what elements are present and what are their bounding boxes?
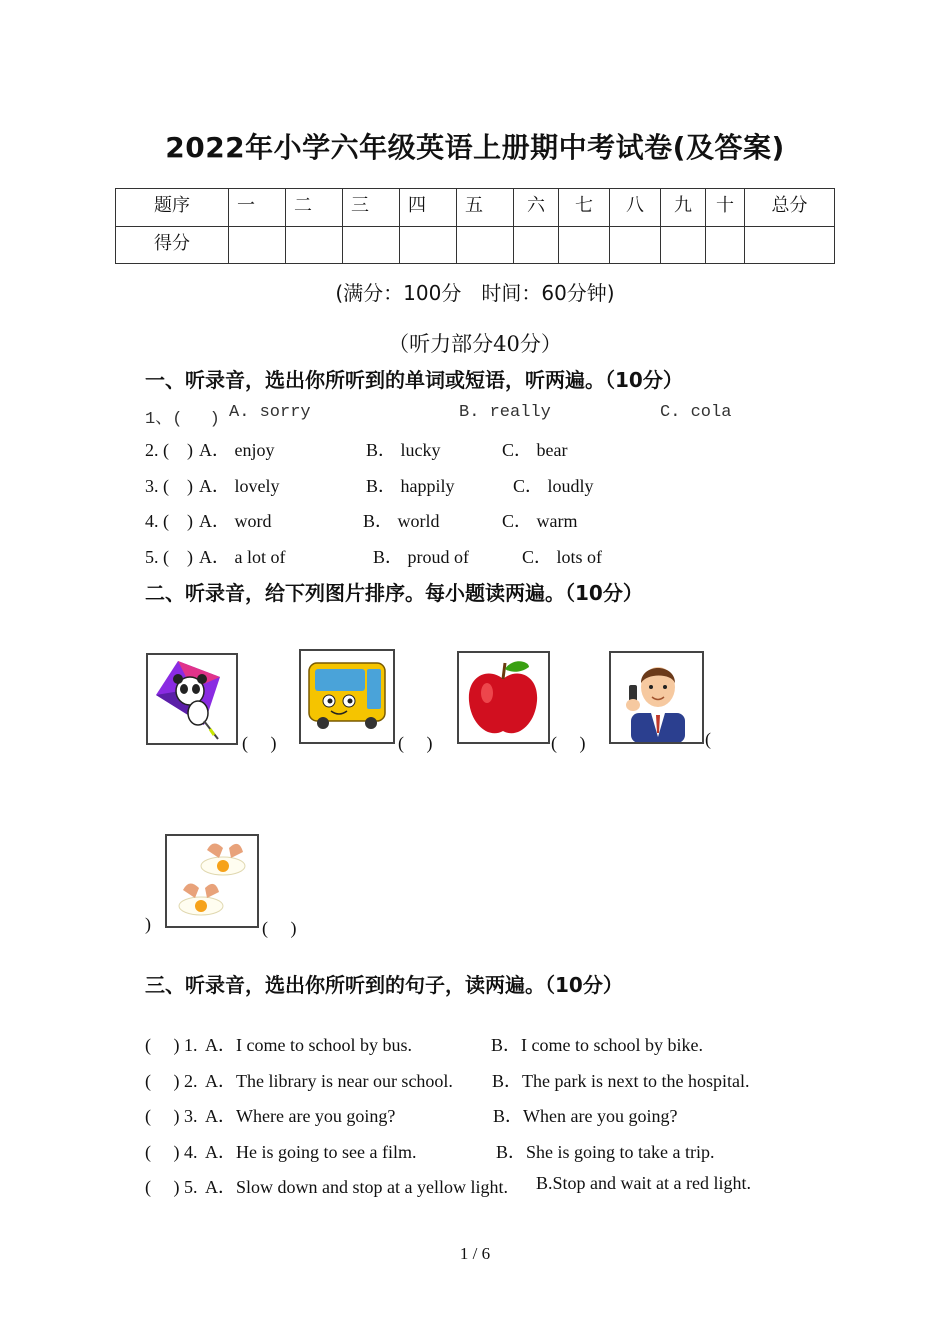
table-cell: 得分 — [116, 226, 229, 264]
option-c: C． warm — [502, 511, 578, 531]
score-cell[interactable] — [559, 226, 610, 264]
score-cell[interactable] — [706, 226, 745, 264]
answer-blank[interactable]: ( — [705, 729, 711, 749]
question-number: ( ) 4. — [145, 1142, 198, 1162]
table-cell: 六 — [514, 189, 559, 227]
option-b: B．I come to school by bike. — [491, 1035, 703, 1055]
apple-icon — [459, 653, 548, 742]
option-b: B． happily — [366, 476, 455, 496]
option-b: B. really — [459, 403, 551, 422]
option-a: A． a lot of — [199, 547, 286, 567]
table-cell: 八 — [610, 189, 661, 227]
option-b: B． lucky — [366, 440, 441, 460]
option-c: C． loudly — [513, 476, 594, 496]
table-cell: 二 — [286, 189, 343, 227]
phone-man-picture — [609, 651, 704, 744]
score-cell[interactable] — [286, 226, 343, 264]
option-a: A．The library is near our school. — [205, 1071, 453, 1091]
table-cell: 五 — [457, 189, 514, 227]
page-title: 2022年小学六年级英语上册期中考试卷(及答案) — [165, 131, 785, 164]
eggs-icon — [167, 836, 257, 926]
option-b: B． world — [363, 511, 440, 531]
score-cell[interactable] — [229, 226, 286, 264]
option-b: B． proud of — [373, 547, 469, 567]
bus-picture — [299, 649, 395, 744]
apple-picture — [457, 651, 550, 744]
kite-icon — [148, 655, 236, 743]
question-number: ( ) 1. — [145, 1035, 198, 1055]
bus-icon — [301, 651, 393, 742]
option-a: A．He is going to see a film. — [205, 1142, 417, 1162]
page-number: 1 / 6 — [459, 1244, 491, 1263]
table-cell: 七 — [559, 189, 610, 227]
answer-blank[interactable]: ( ) — [262, 918, 297, 938]
score-cell[interactable] — [457, 226, 514, 264]
question-number: 1、( ) — [145, 410, 220, 429]
kite-picture — [146, 653, 238, 745]
exam-meta: (满分：100分 时间：60分钟) — [335, 281, 615, 305]
question-number: ( ) 2. — [145, 1071, 198, 1091]
table-cell: 一 — [229, 189, 286, 227]
option-c: C． bear — [502, 440, 568, 460]
option-a: A. sorry — [229, 403, 311, 422]
question-number: 4. ( ) — [145, 511, 193, 531]
option-b: B．She is going to take a trip. — [496, 1142, 715, 1162]
question-number: 2. ( ) — [145, 440, 193, 460]
option-b: B．When are you going? — [493, 1106, 678, 1126]
table-cell: 总分 — [745, 189, 835, 227]
score-table-header-row — [116, 189, 835, 227]
score-cell[interactable] — [400, 226, 457, 264]
answer-blank[interactable]: ( ) — [398, 733, 433, 753]
score-cell[interactable] — [661, 226, 706, 264]
option-b: B．The park is next to the hospital. — [492, 1071, 750, 1091]
table-cell: 三 — [343, 189, 400, 227]
section2-heading: 二、听录音，给下列图片排序。每小题读两遍。（10分） — [145, 581, 643, 605]
eggs-picture — [165, 834, 259, 928]
question-number: ( ) 5. — [145, 1177, 198, 1197]
question-number: ( ) 3. — [145, 1106, 198, 1126]
option-a: A．I come to school by bus. — [205, 1035, 412, 1055]
score-cell[interactable] — [610, 226, 661, 264]
man-on-phone-icon — [611, 653, 702, 742]
answer-blank[interactable]: ( ) — [242, 733, 277, 753]
option-a: A． lovely — [199, 476, 280, 496]
option-c: C． lots of — [522, 547, 603, 567]
score-cell[interactable] — [343, 226, 400, 264]
question-number: 3. ( ) — [145, 476, 193, 496]
table-cell: 九 — [661, 189, 706, 227]
section1-heading: 一、听录音，选出你所听到的单词或短语，听两遍。（10分） — [145, 368, 683, 392]
section3-heading: 三、听录音，选出你所听到的句子，读两遍。（10分） — [145, 973, 623, 997]
option-c: C. cola — [660, 403, 732, 422]
table-cell: 四 — [400, 189, 457, 227]
table-cell: 题序 — [116, 189, 229, 227]
score-cell[interactable] — [745, 226, 835, 264]
table-cell: 十 — [706, 189, 745, 227]
option-b: B.Stop and wait at a red light. — [536, 1173, 751, 1193]
score-table — [115, 188, 835, 264]
listening-heading: （听力部分40分） — [388, 332, 562, 356]
score-table-score-row — [116, 226, 835, 264]
option-a: A．Where are you going? — [205, 1106, 396, 1126]
answer-blank-close: ) — [145, 914, 151, 934]
score-cell[interactable] — [514, 226, 559, 264]
option-a: A． word — [199, 511, 272, 531]
answer-blank[interactable]: ( ) — [551, 733, 586, 753]
option-a: A． enjoy — [199, 440, 275, 460]
option-a: A．Slow down and stop at a yellow light. — [205, 1177, 508, 1197]
question-number: 5. ( ) — [145, 547, 193, 567]
